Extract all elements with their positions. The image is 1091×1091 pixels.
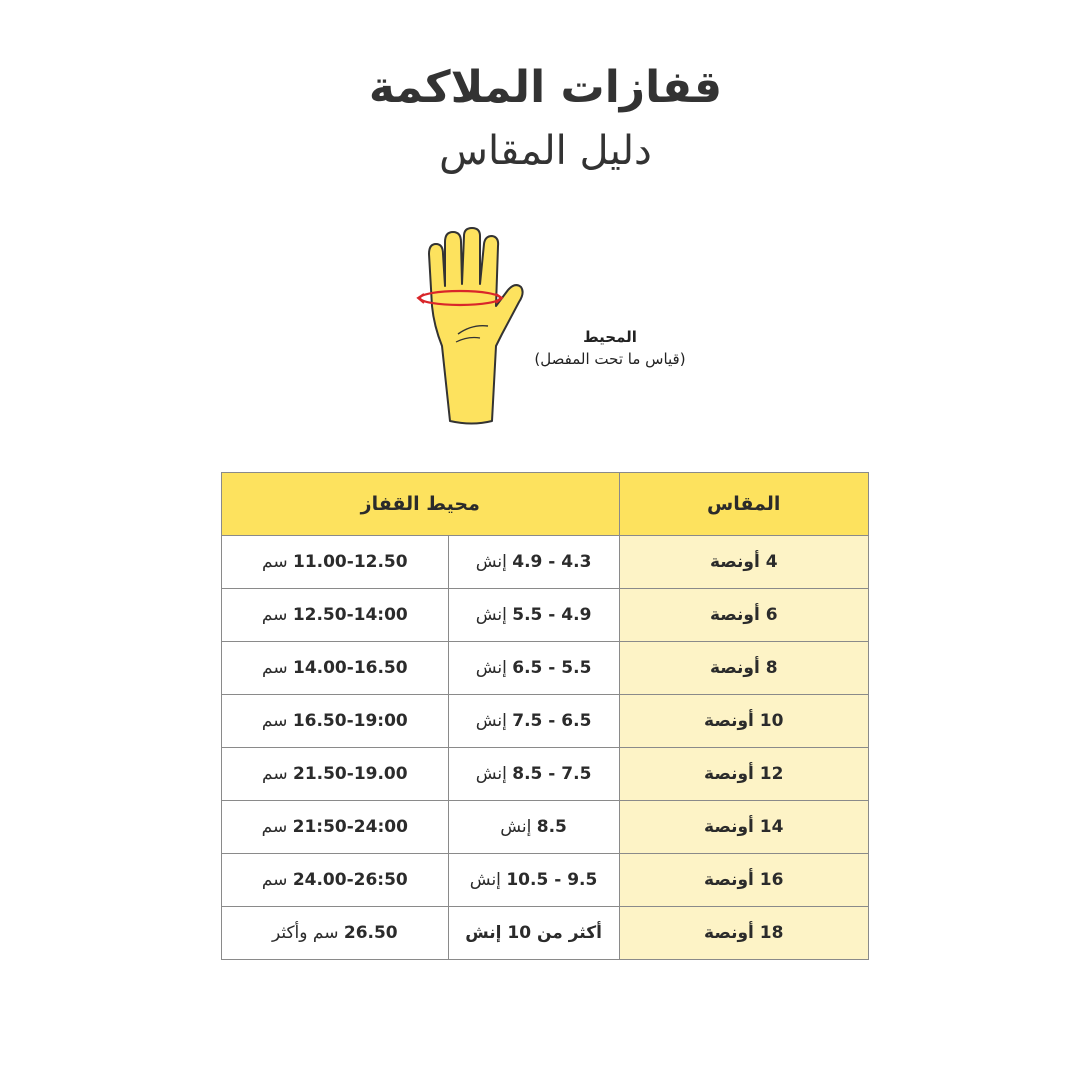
cm-range-cell — [222, 642, 449, 695]
size-cell: 8 أونصة — [619, 642, 869, 695]
cm-range-value: 26.50 — [343, 923, 398, 943]
cm-unit: سم — [261, 870, 288, 890]
cm-unit: سم — [262, 658, 288, 678]
table-row — [222, 801, 869, 854]
circumference-label — [500, 326, 720, 370]
cm-range-cell — [222, 907, 449, 960]
cm-unit: سم — [262, 764, 288, 784]
inch-range-value: 4.3 - 4.9 — [512, 552, 592, 572]
inch-range-value: 6.5 - 7.5 — [512, 711, 592, 731]
cm-unit: سم وأكثر — [271, 923, 339, 943]
size-cell: 14 أونصة — [619, 801, 869, 854]
cm-unit: سم — [261, 817, 288, 837]
size-cell: 6 أونصة — [619, 589, 869, 642]
size-cell: 16 أونصة — [619, 854, 869, 907]
inch-range-cell — [448, 854, 619, 907]
cm-unit: سم — [261, 605, 288, 625]
cm-range-cell — [222, 748, 449, 801]
table-row — [222, 695, 869, 748]
cm-range-value: 21:50-24:00 — [292, 817, 408, 837]
cm-range-cell — [222, 536, 449, 589]
header-size: المقاس — [619, 473, 869, 536]
cm-range-value: 12.50-14:00 — [292, 605, 408, 625]
inch-unit: إنش — [475, 552, 507, 572]
cm-range-cell — [222, 854, 449, 907]
cm-range-cell — [222, 695, 449, 748]
inch-range-value: 9.5 - 10.5 — [506, 870, 598, 890]
size-cell: 18 أونصة — [619, 907, 869, 960]
cm-range-value: 14.00-16.50 — [292, 658, 408, 678]
inch-range-value: أكثر من 10 إنش — [465, 923, 602, 943]
cm-range-value: 11.00-12.50 — [292, 552, 408, 572]
inch-range-value: 7.5 - 8.5 — [512, 764, 592, 784]
table-body — [222, 536, 869, 960]
size-cell: 12 أونصة — [619, 748, 869, 801]
cm-range-value: 16.50-19:00 — [292, 711, 408, 731]
inch-unit: إنش — [475, 764, 507, 784]
table-row — [222, 907, 869, 960]
inch-range-cell — [448, 695, 619, 748]
cm-range-value: 21.50-19.00 — [292, 764, 408, 784]
table-row — [222, 642, 869, 695]
page-title: قفازات الملاكمة — [368, 62, 723, 113]
inch-range-cell — [448, 642, 619, 695]
table-row — [222, 536, 869, 589]
inch-unit: إنش — [475, 658, 507, 678]
inch-range-cell — [448, 536, 619, 589]
inch-range-cell — [448, 801, 619, 854]
page-subtitle: دليل المقاس — [439, 128, 652, 174]
cm-range-cell — [222, 589, 449, 642]
table-row — [222, 854, 869, 907]
size-cell: 10 أونصة — [619, 695, 869, 748]
size-chart-table — [221, 472, 869, 960]
inch-range-value: 8.5 — [536, 817, 567, 837]
inch-range-cell — [448, 748, 619, 801]
table-row — [222, 748, 869, 801]
cm-unit: سم — [261, 711, 288, 731]
inch-range-value: 4.9 - 5.5 — [512, 605, 592, 625]
inch-unit: إنش — [475, 605, 507, 625]
inch-range-cell — [448, 589, 619, 642]
inch-unit: إنش — [475, 711, 507, 731]
inch-unit: إنش — [500, 817, 532, 837]
inch-range-value: 5.5 - 6.5 — [512, 658, 592, 678]
cm-range-value: 24.00-26:50 — [292, 870, 408, 890]
cm-unit: سم — [262, 552, 288, 572]
header-circumference: محيط القفاز — [222, 473, 620, 536]
inch-unit: إنش — [469, 870, 501, 890]
size-cell: 4 أونصة — [619, 536, 869, 589]
inch-range-cell — [448, 907, 619, 960]
table-row — [222, 589, 869, 642]
circumference-label-note: (قياس ما تحت المفصل) — [534, 350, 686, 368]
cm-range-cell — [222, 801, 449, 854]
circumference-label-title: المحيط — [583, 328, 637, 346]
table-header-row — [222, 473, 869, 536]
